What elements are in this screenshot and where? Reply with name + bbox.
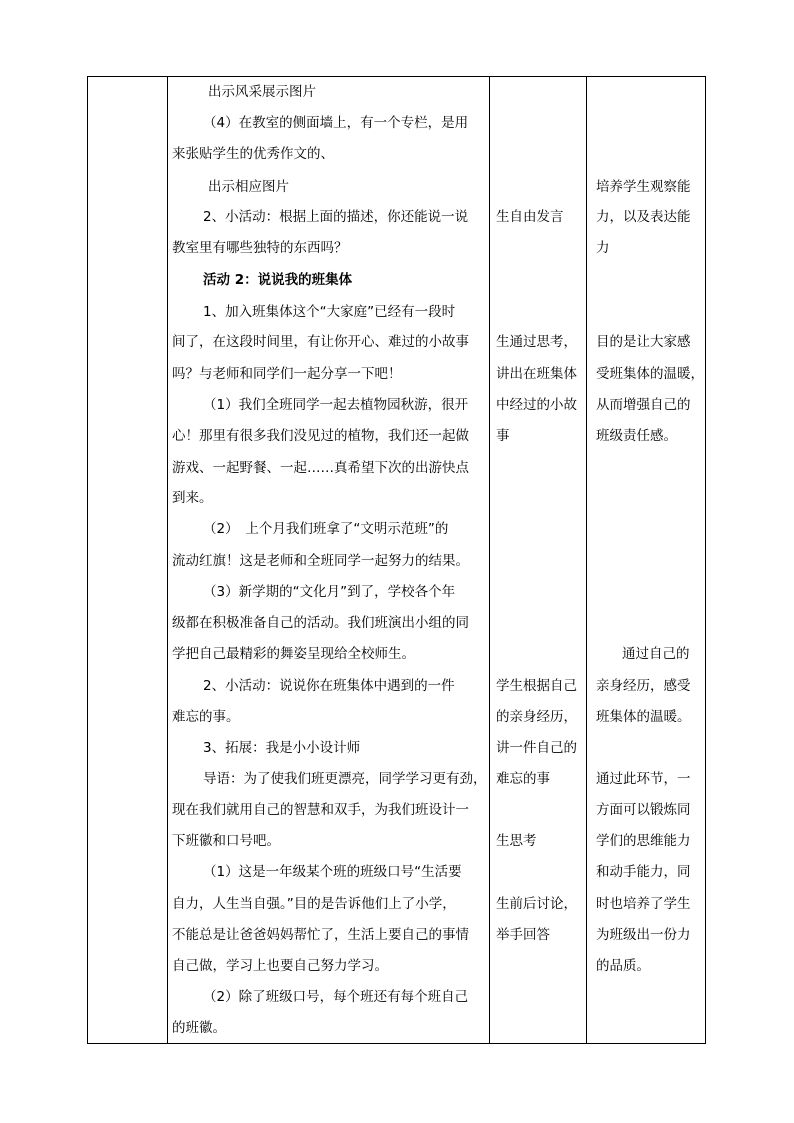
student-activity-line: 生通过思考， <box>496 334 577 350</box>
content-line: （2）除了班级口号，每个班还有每个班自己 <box>203 989 469 1005</box>
design-intent-line: 方面可以锻炼同 <box>596 802 691 818</box>
content-line: 出示相应图片 <box>208 179 289 195</box>
column-divider <box>586 77 587 1043</box>
design-intent-line: 受班集体的温暖， <box>596 366 704 382</box>
design-intent-line: 力 <box>596 240 610 256</box>
content-line: 出示风采展示图片 <box>208 84 316 100</box>
design-intent-line: 时也培养了学生 <box>596 896 691 912</box>
content-line: 导语：为了使我们班更漂亮，同学学习更有劲， <box>203 771 487 787</box>
design-intent-line: 通过自己的 <box>622 646 690 662</box>
design-intent-line: 班集体的温暖。 <box>596 709 691 725</box>
design-intent-line: 班级责任感。 <box>596 428 677 444</box>
content-line: 学把自己最精彩的舞姿呈现给全校师生。 <box>172 646 415 662</box>
student-activity-line: 生思考 <box>496 833 537 849</box>
content-line: 1、加入班集体这个“大家庭”已经有一段时 <box>203 304 456 320</box>
content-line: 2、小活动：根据上面的描述，你还能说一说 <box>203 209 469 225</box>
column-divider <box>167 77 168 1043</box>
content-line: （1）这是一年级某个班的班级口号“生活要 <box>203 864 462 880</box>
content-line: 来张贴学生的优秀作文的、 <box>172 146 334 162</box>
content-line: 下班徽和口号吧。 <box>172 833 280 849</box>
content-line: 活动 2：说说我的班集体 <box>203 272 353 288</box>
design-intent-line: 目的是让大家感 <box>596 334 691 350</box>
design-intent-line: 的品质。 <box>596 958 650 974</box>
student-activity-line: 举手回答 <box>496 927 550 943</box>
content-line: 心！那里有很多我们没见过的植物，我们还一起做 <box>172 428 469 444</box>
design-intent-line: 通过此环节，一 <box>596 771 691 787</box>
content-line: （1）我们全班同学一起去植物园秋游，很开 <box>203 397 469 413</box>
student-activity-line: 事 <box>496 428 510 444</box>
content-line: 自力，人生当自强。”目的是告诉他们上了小学， <box>172 896 456 912</box>
content-line: 2、小活动：说说你在班集体中遇到的一件 <box>203 678 455 694</box>
content-line: 吗？与老师和同学们一起分享一下吧！ <box>172 366 402 382</box>
design-intent-line: 从而增强自己的 <box>596 397 691 413</box>
content-line: 不能总是让爸爸妈妈帮忙了，生活上要自己的事情 <box>172 927 469 943</box>
content-line: 自己做，学习上也要自己努力学习。 <box>172 958 388 974</box>
student-activity-line: 生自由发言 <box>496 209 564 225</box>
design-intent-line: 和动手能力，同 <box>596 864 691 880</box>
design-intent-line: 学们的思维能力 <box>596 833 691 849</box>
content-line: 教室里有哪些独特的东西吗？ <box>172 240 348 256</box>
content-line: 游戏、一起野餐、一起……真希望下次的出游快点 <box>172 460 469 476</box>
student-activity-line: 的亲身经历， <box>496 709 577 725</box>
student-activity-line: 讲出在班集体 <box>496 366 577 382</box>
content-line: （4）在教室的侧面墙上，有一个专栏，是用 <box>203 115 469 131</box>
content-line: 级都在积极准备自己的活动。我们班演出小组的同 <box>172 615 469 631</box>
content-line: 难忘的事。 <box>172 709 240 725</box>
design-intent-line: 培养学生观察能 <box>596 179 691 195</box>
student-activity-line: 学生根据自己 <box>496 678 577 694</box>
student-activity-line: 讲一件自己的 <box>496 740 577 756</box>
student-activity-line: 中经过的小故 <box>496 397 577 413</box>
design-intent-line: 亲身经历，感受 <box>596 678 691 694</box>
column-divider <box>489 77 490 1043</box>
design-intent-line: 力，以及表达能 <box>596 209 691 225</box>
content-line: 到来。 <box>172 490 213 506</box>
content-line: 的班徽。 <box>172 1020 226 1036</box>
student-activity-line: 难忘的事 <box>496 771 550 787</box>
design-intent-line: 为班级出一份力 <box>596 927 691 943</box>
content-line: 流动红旗！这是老师和全班同学一起努力的结果。 <box>172 553 469 569</box>
content-line: 间了，在这段时间里，有让你开心、难过的小故事 <box>172 334 469 350</box>
student-activity-line: 生前后讨论， <box>496 896 577 912</box>
content-line: 3、拓展：我是小小设计师 <box>203 740 361 756</box>
content-line: 现在我们就用自己的智慧和双手，为我们班设计一 <box>172 802 469 818</box>
content-line: （3）新学期的“文化月”到了，学校各个年 <box>203 584 456 600</box>
content-line: （2） 上个月我们班拿了“文明示范班”的 <box>203 521 449 537</box>
